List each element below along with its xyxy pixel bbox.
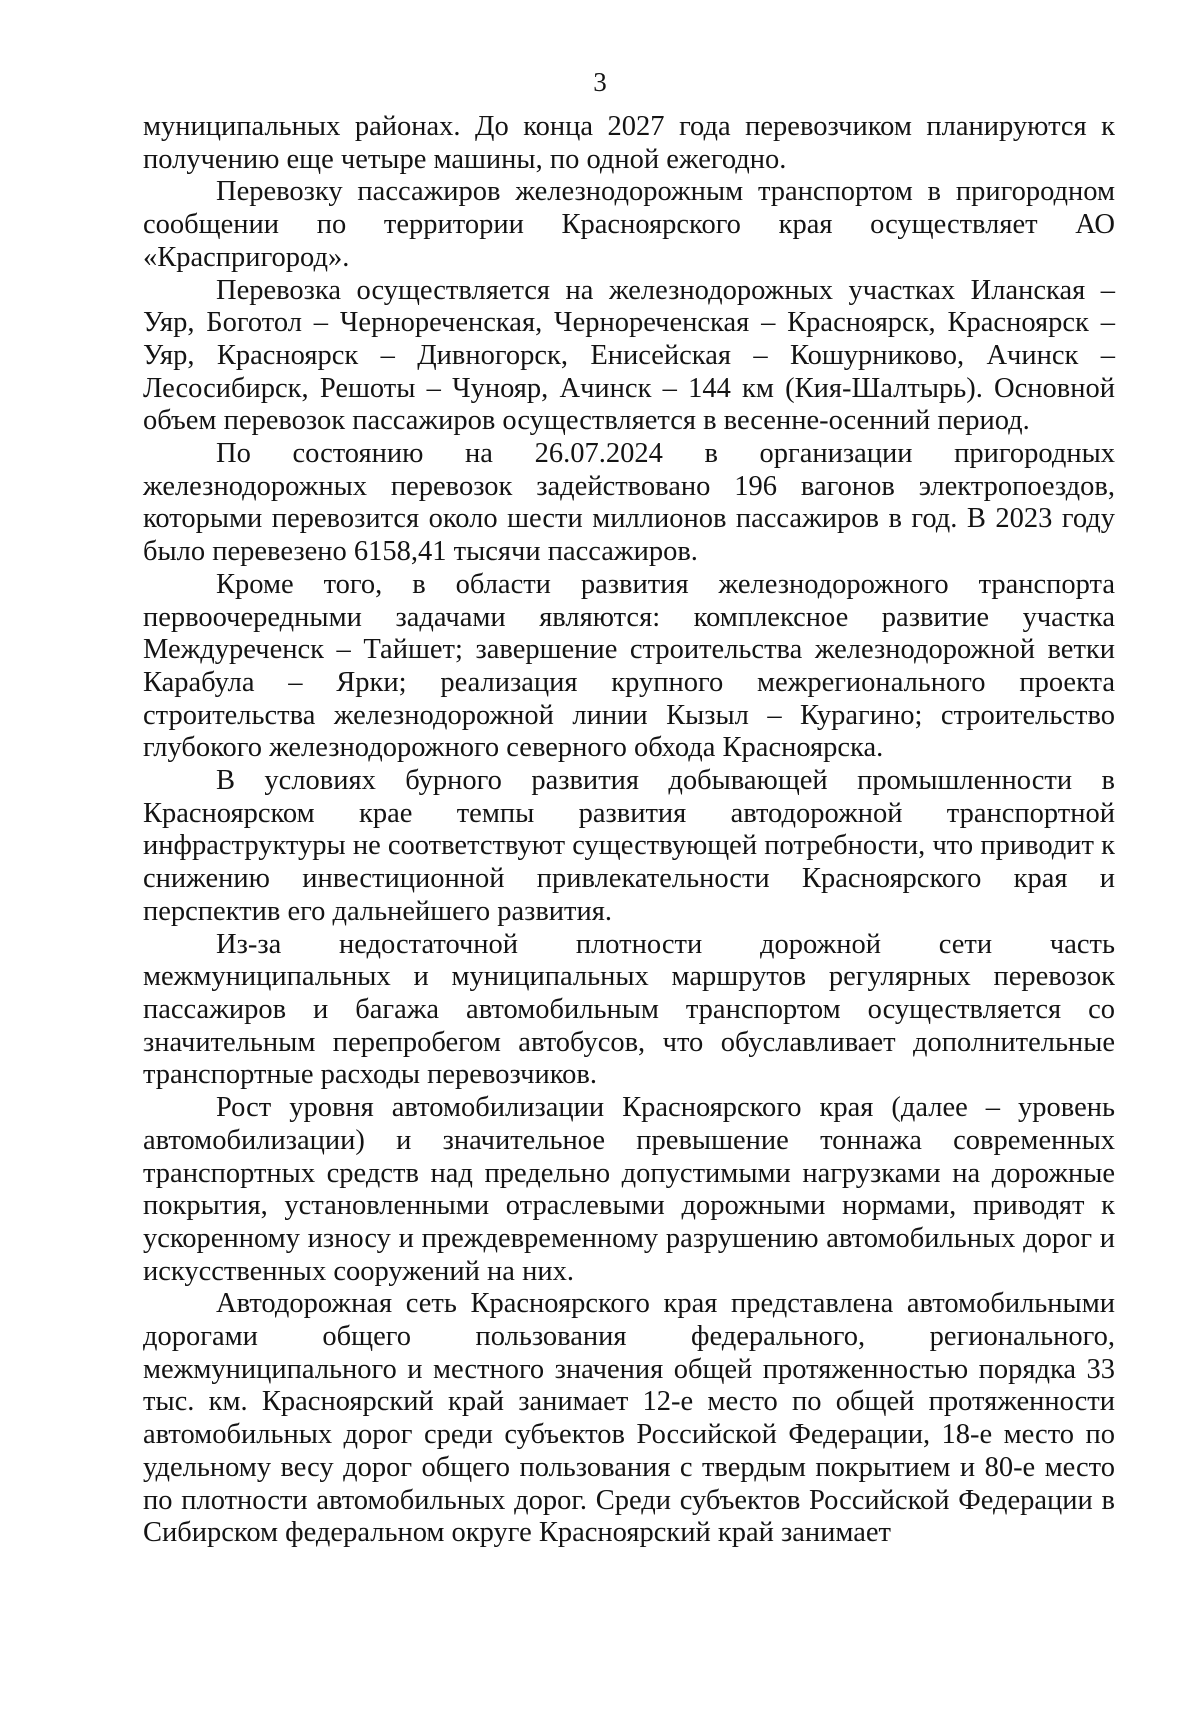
paragraph-continuation: муниципальных районах. До конца 2027 года перевозчиком планируются к получению еще четыре машины, по одной ежегодно.: [143, 111, 1115, 175]
paragraph-road-density: Из-за недостаточной плотности дорожной сети часть межмуниципальных и муниципальных маршрутов регулярных перевозок пассажиров и багажа автомобильным транспортом осуществляется со значительным перепробегом автобусов, что обуславливает дополнительные транспортные расходы перевозчиков.: [143, 928, 1115, 1091]
paragraph-rail-statistics: По состоянию на 26.07.2024 в организации пригородных железнодорожных перевозок задействовано 196 вагонов электропоездов, которыми перевозится около шести миллионов пассажиров в год. В 2023 году было перевезено 6158,41 тысячи пассажиров.: [143, 438, 1115, 568]
paragraph-motorization: Рост уровня автомобилизации Красноярского края (далее – уровень автомобилизации) и значительное превышение тоннажа современных транспортных средств над предельно допустимыми нагрузками на дорожные покрытия, установленными отраслевыми дорожными нормами, приводят к ускоренному износу и преждевременному разрушению автомобильных дорог и искусственных сооружений на них.: [143, 1092, 1115, 1287]
paragraph-road-network: Автодорожная сеть Красноярского края представлена автомобильными дорогами общего пользования федерального, регионального, межмуниципального и местного значения общей протяженностью порядка 33 тыс. км. Красноярский край занимает 12-е место по общей протяженности автомобильных дорог среди субъектов Российской Федерации, 18-е место по удельному весу дорог общего пользования с твердым покрытием и 80-е место по плотности автомобильных дорог. Среди субъектов Российской Федерации в Сибирском федеральном округе Красноярский край занимает: [143, 1288, 1115, 1549]
paragraph-rail-sections: Перевозка осуществляется на железнодорожных участках Иланская – Уяр, Боготол – Чернореченская, Чернореченская – Красноярск, Красноярск – Уяр, Красноярск – Дивногорск, Енисейская – Кошурниково, Ачинск – Лесосибирск, Решоты – Чунояр, Ачинск – 144 км (Кия-Шалтырь). Основной объем перевозок пассажиров осуществляется в весенне-осенний период.: [143, 274, 1115, 437]
paragraph-rail-priorities: Кроме того, в области развития железнодорожного транспорта первоочередными задачами являются: комплексное развитие участка Междуреченск – Тайшет; завершение строительства железнодорожной ветки Карабула – Ярки; реализация крупного межрегионального проекта строительства железнодорожной линии Кызыл – Курагино; строительство глубокого железнодорожного северного обхода Красноярска.: [143, 568, 1115, 764]
document-body: [143, 111, 1115, 1550]
page-number: 3: [593, 67, 607, 97]
paragraph-suburban-rail-operator: Перевозку пассажиров железнодорожным транспортом в пригородном сообщении по территории Красноярского края осуществляет АО «Краспригород».: [143, 176, 1115, 273]
paragraph-road-infrastructure: В условиях бурного развития добывающей промышленности в Красноярском крае темпы развития автодорожной транспортной инфраструктуры не соответствуют существующей потребности, что приводит к снижению инвестиционной привлекательности Красноярского края и перспектив его дальнейшего развития.: [143, 765, 1115, 927]
